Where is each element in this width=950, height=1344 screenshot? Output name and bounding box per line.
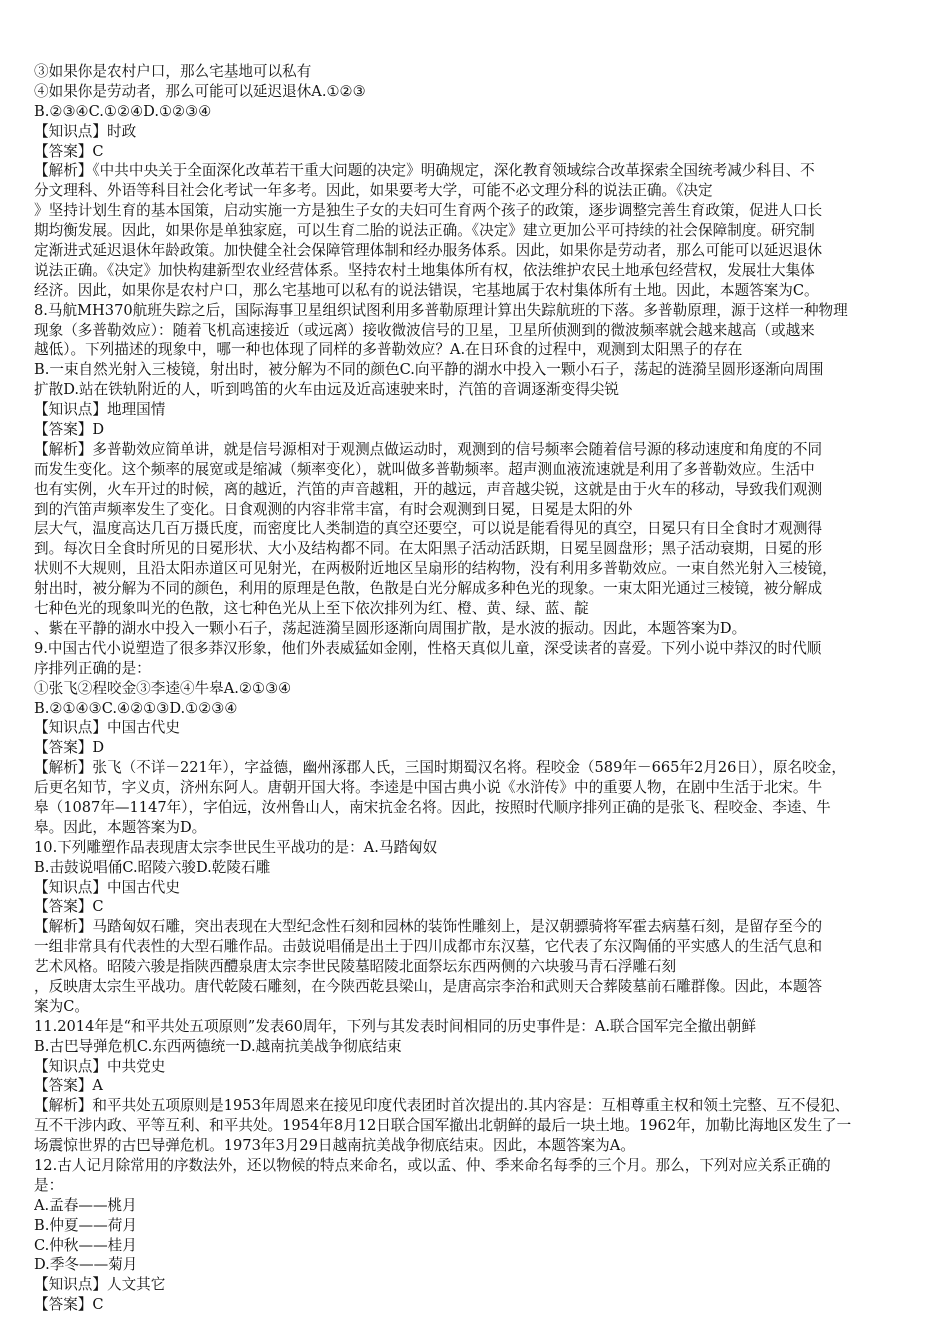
text-line: 状则不大规则，且沿太阳赤道区可见射光，在两极附近地区呈扇形的结构物，没有利用多普勒效应。一束自然光射入三棱镜， (34, 560, 837, 578)
text-line: 8.马航MH370航班失踪之后，国际海事卫星组织试图利用多普勒原理计算出失踪航班的下落。多普勒原理，源于这样一种物理 (34, 301, 848, 319)
text-line: B.②③④C.①②④D.①②③④ (34, 102, 212, 120)
text-line: 【解析】《中共中央关于全面深化改革若干重大问题的决定》明确规定，深化教育领域综合改革探索全国统考减少科目、不 (34, 162, 815, 180)
text-line: 案为C。 (34, 997, 89, 1015)
text-line: 七种色光的现象叫光的色散，这七种色光从上至下依次排列为红、橙、黄、绿、蓝、靛 (34, 600, 589, 618)
text-line: 一组非常具有代表性的大型石雕作品。击鼓说唱俑是出土于四川成都市东汉墓，它代表了东汉陶俑的平实感人的生活气息和 (34, 938, 823, 956)
text-line: B.古巴导弹危机C.东西两德统一D.越南抗美战争彻底结束 (34, 1037, 402, 1055)
text-line: D.季冬——菊月 (34, 1256, 138, 1274)
text-line: 【知识点】时政 (34, 122, 137, 140)
text-line: 11.2014年是“和平共处五项原则”发表60周年，下列与其发表时间相同的历史事件是：A.联合国军完全撤出朝鲜 (34, 1017, 756, 1035)
text-line: 皋（1087年—1147年），字伯远，汝州鲁山人，南宋抗金名将。因此，按照时代顺序排列正确的是张飞、程咬金、李逵、牛 (34, 798, 831, 816)
text-line: 经济。因此，如果你是农村户口，那么宅基地可以私有的说法错误，宅基地属于农村集体所有土地。因此，本题答案为C。 (34, 281, 819, 299)
text-line: 【知识点】地理国情 (34, 401, 166, 419)
text-line: ①张飞②程咬金③李逵④牛皋A.②①③④ (34, 679, 292, 697)
text-line: 层大气，温度高达几百万摄氏度，而密度比人类制造的真空还要空，可以说是能看得见的真空，日冕只有日全食时才观测得 (34, 520, 823, 538)
text-line: 【知识点】人文其它 (34, 1276, 166, 1294)
text-line: 是： (34, 1176, 64, 1194)
text-line: 到的汽笛声频率发生了变化。日食观测的内容非常丰富，有时会观测到日冕，日冕是太阳的外 (34, 500, 633, 518)
text-line: 【知识点】中共党史 (34, 1057, 166, 1075)
text-line: 【解析】张飞（不详－221年），字益德，幽州涿郡人氏，三国时期蜀汉名将。程咬金（589年－665年2月26日），原名咬金， (34, 759, 846, 777)
text-line: 【解析】和平共处五项原则是1953年周恩来在接见印度代表团时首次提出的.其内容是：互相尊重主权和领土完整、互不侵犯、 (34, 1097, 850, 1115)
text-line: 场震惊世界的古巴导弹危机。1973年3月29日越南抗美战争彻底结束。因此，本题答案为A。 (34, 1137, 635, 1155)
text-line: 【答案】C (34, 898, 104, 916)
text-line: A.孟春——桃月 (34, 1196, 137, 1214)
text-line: 【解析】多普勒效应简单讲，就是信号源相对于观测点做运动时，观测到的信号频率会随着信号源的移动速度和角度的不同 (34, 440, 823, 458)
text-line: 到。每次日全食时所见的日冕形状、大小及结构都不同。在太阳黑子活动活跃期，日冕呈圆盘形；黑子活动衰期，日冕的形 (34, 540, 823, 558)
text-line: 互不干涉内政、平等互利、和平共处。1954年8月12日联合国军撤出北朝鲜的最后一块土地。1962年，加勒比海地区发生了一 (34, 1117, 852, 1135)
text-line: B.击鼓说唱俑C.昭陵六骏D.乾陵石雕 (34, 858, 271, 876)
text-line: 后更名知节，字义贞，济州东阿人。唐朝开国大将。李逵是中国古典小说《水浒传》中的重要人物，在剧中生活于北宋。牛 (34, 779, 823, 797)
text-line: B.仲夏——荷月 (34, 1216, 137, 1234)
text-line: C.仲秋——桂月 (34, 1236, 137, 1254)
text-line: 期均衡发展。因此，如果你是单独家庭，可以生育二胎的说法正确。《决定》建立更加公平可持续的社会保障制度。研究制 (34, 222, 815, 240)
text-line: 10.下列雕塑作品表现唐太宗李世民生平战功的是：A.马踏匈奴 (34, 838, 438, 856)
text-line: 现象（多普勒效应）：随着飞机高速接近（或远离）接收微波信号的卫星，卫星所侦测到的微波频率就会越来越高（或越来 (34, 321, 815, 339)
text-line: 越低）。下列描述的现象中，哪一种也体现了同样的多普勒效应？A.在日环食的过程中，观测到太阳黑子的存在 (34, 341, 743, 359)
text-line: 12.古人记月除常用的序数法外，还以物候的特点来命名，或以孟、仲、季来命名每季的三个月。那么，下列对应关系正确的 (34, 1156, 831, 1174)
text-line: 皋。因此，本题答案为D。 (34, 818, 207, 836)
text-line: 射出时，被分解为不同的颜色，利用的原理是色散，色散是白光分解成多种色光的现象。一束太阳光通过三棱镜，被分解成 (34, 580, 823, 598)
text-line: 9.中国古代小说塑造了很多莽汉形象，他们外表威猛如金刚，性格天真似儿童，深受读者的喜爱。下列小说中莽汉的时代顺 (34, 639, 822, 657)
text-line: 【答案】C (34, 1296, 104, 1314)
text-line: 而发生变化。这个频率的展宽或是缩减（频率变化），就叫做多普勒频率。超声测血液流速就是利用了多普勒效应。生活中 (34, 460, 815, 478)
text-line: 【知识点】中国古代史 (34, 878, 180, 896)
text-line: 【知识点】中国古代史 (34, 719, 180, 737)
text-line: 也有实例，火车开过的时候，离的越近，汽笛的声音越粗，开的越远，声音越尖锐，这就是由于火车的移动，导致我们观测 (34, 480, 823, 498)
text-line: 【答案】A (34, 1077, 103, 1095)
text-line: 【答案】C (34, 142, 104, 160)
text-line: B.②①④③C.④②①③D.①②③④ (34, 699, 238, 717)
text-line: 【答案】D (34, 739, 105, 757)
text-line: 定渐进式延迟退休年龄政策。加快健全社会保障管理体制和经办服务体系。因此，如果你是劳动者，那么可能可以延迟退休 (34, 242, 823, 260)
text-line: 【解析】马踏匈奴石雕，突出表现在大型纪念性石刻和园林的装饰性雕刻上，是汉朝骠骑将军霍去病墓石刻，是留存至今的 (34, 918, 823, 936)
text-line: 、紫在平静的湖水中投入一颗小石子，荡起涟漪呈圆形逐渐向周围扩散，是水波的振动。因此，本题答案为D。 (34, 619, 747, 637)
text-line: ，反映唐太宗生平战功。唐代乾陵石雕刻，在今陕西乾县梁山，是唐高宗李治和武则天合葬陵墓前石雕群像。因此，本题答 (34, 977, 823, 995)
text-line: 》坚持计划生育的基本国策，启动实施一方是独生子女的夫妇可生育两个孩子的政策，逐步调整完善生育政策，促进人口长 (34, 202, 823, 220)
text-line: 艺术风格。昭陵六骏是指陕西醴泉唐太宗李世民陵墓昭陵北面祭坛东西两侧的六块骏马青石浮雕石刻 (34, 958, 677, 976)
text-line: 说法正确。《决定》加快构建新型农业经营体系。坚持农村土地集体所有权，依法维护农民土地承包经营权，发展壮大集体 (34, 261, 815, 279)
text-line: 【答案】D (34, 421, 105, 439)
text-line: B.一束自然光射入三棱镜，射出时，被分解为不同的颜色C.向平静的湖水中投入一颗小石子，荡起的涟漪呈圆形逐渐向周围 (34, 361, 824, 379)
text-line: 扩散D.站在铁轨附近的人，听到鸣笛的火车由远及近高速驶来时，汽笛的音调逐渐变得尖锐 (34, 381, 619, 399)
text-line: 序排列正确的是： (34, 659, 151, 677)
text-line: 分文理科、外语等科目社会化考试一年多考。因此，如果要考大学，可能不必文理分科的说法正确。《决定 (34, 182, 713, 200)
text-line: ④如果你是劳动者，那么可能可以延迟退休A.①②③ (34, 82, 366, 100)
text-line: ③如果你是农村户口，那么宅基地可以私有 (34, 63, 312, 80)
